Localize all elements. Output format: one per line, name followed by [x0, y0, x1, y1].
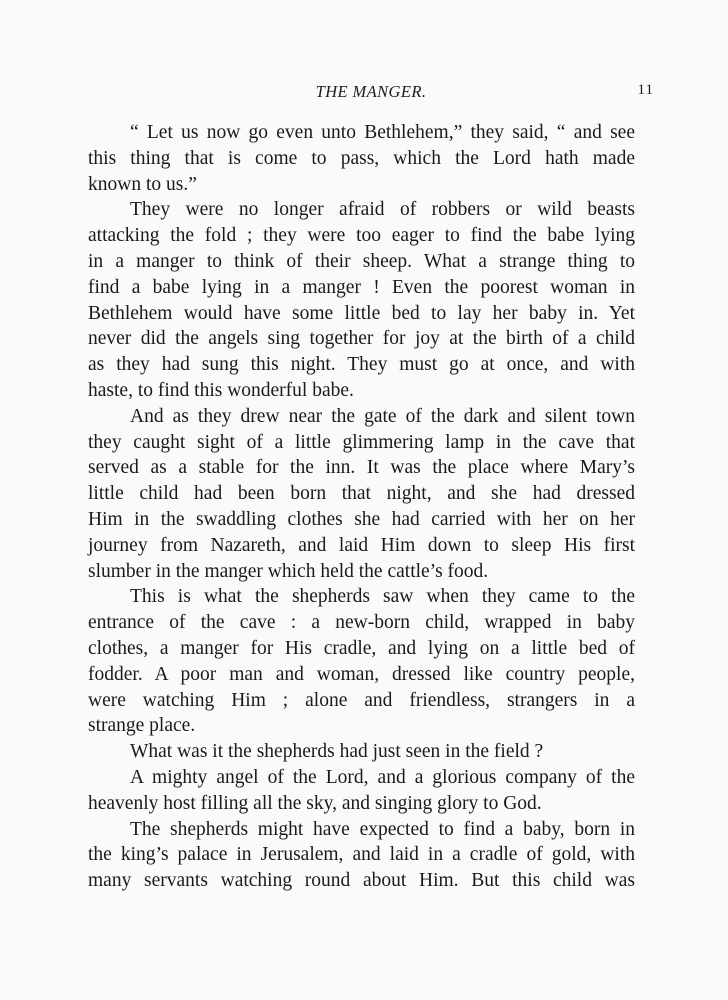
page-header [88, 82, 654, 112]
text-line: attacking the fold ; they were too eager to find the babe lying [88, 225, 635, 247]
text-line: find a babe lying in a manger ! Even the poorest woman in [88, 276, 635, 298]
text-line: they caught sight of a little glimmering lamp in the cave that [88, 431, 635, 453]
text-line: They were no longer afraid of robbers or wild beasts [130, 199, 635, 221]
text-line: A mighty angel of the Lord, and a glorious company of the [130, 766, 635, 788]
text-line: Bethlehem would have some little bed to lay her baby in. Yet [88, 302, 635, 324]
page-number: 11 [637, 82, 654, 98]
text-line: served as a stable for the inn. It was the place where Mary’s [88, 457, 635, 479]
text-line: this thing that is come to pass, which the Lord hath made [88, 147, 635, 169]
text-line: journey from Nazareth, and laid Him down to sleep His first [88, 534, 635, 556]
text-line: many servants watching round about Him. But this child was [88, 870, 635, 892]
text-line: as they had sung this night. They must go at once, and with [88, 354, 635, 376]
text-line: entrance of the cave : a new-born child, wrapped in baby [88, 612, 635, 634]
text-line: little child had been born that night, and she had dressed [88, 483, 635, 505]
text-line: haste, to find this wonderful babe. [88, 379, 354, 401]
text-line: in a manger to think of their sheep. What a strange thing to [88, 250, 635, 272]
text-line: This is what the shepherds saw when they came to the [130, 586, 635, 608]
body-text [88, 120, 635, 894]
text-line: never did the angels sing together for joy at the birth of a child [88, 328, 635, 350]
text-line: The shepherds might have expected to find a baby, born in [130, 818, 635, 840]
text-line: the king’s palace in Jerusalem, and laid in a cradle of gold, with [88, 844, 635, 866]
text-line: were watching Him ; alone and friendless, strangers in a [88, 689, 635, 711]
text-line: heavenly host filling all the sky, and singing glory to God. [88, 792, 542, 814]
text-line: Him in the swaddling clothes she had carried with her on her [88, 508, 635, 530]
text-line: fodder. A poor man and woman, dressed like country people, [88, 663, 635, 685]
text-line: known to us.” [88, 173, 197, 195]
text-line: What was it the shepherds had just seen in the field ? [130, 741, 544, 763]
running-head: THE MANGER. [315, 82, 427, 101]
text-line: strange place. [88, 715, 196, 737]
text-line: And as they drew near the gate of the dark and silent town [130, 405, 635, 427]
text-line: slumber in the manger which held the cattle’s food. [88, 560, 489, 582]
text-line: “ Let us now go even unto Bethlehem,” they said, “ and see [130, 122, 635, 143]
text-line: clothes, a manger for His cradle, and lying on a little bed of [88, 637, 635, 659]
